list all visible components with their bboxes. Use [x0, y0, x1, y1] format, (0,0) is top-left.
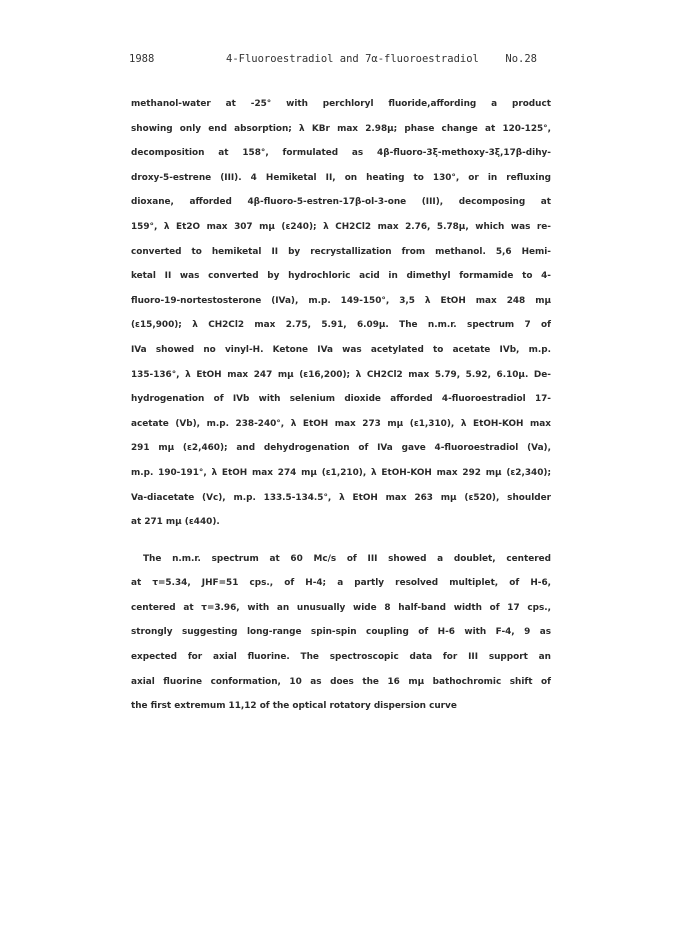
body-text — [131, 92, 551, 719]
issue-number: No.28 — [505, 53, 537, 65]
text-line-14: acetate (Vb), m.p. 238-240°, λ EtOH max 273 mμ (ε1,310), λ EtOH-KOH max — [131, 418, 551, 429]
text-line-20: at τ=5.34, JHF=51 cps., of H-4; a partly resolved multiplet, of H-6, — [131, 578, 551, 589]
text-line-17: Va-diacetate (Vc), m.p. 133.5-134.5°, λ EtOH max 263 mμ (ε520), shoulder — [131, 492, 551, 503]
paragraph-gap — [131, 535, 551, 547]
text-line-4: droxy-5-estrene (III). 4 Hemiketal II, on heating to 130°, or in refluxing — [131, 172, 551, 183]
text-line-8: ketal II was converted by hydrochloric acid in dimethyl formamide to 4- — [131, 271, 551, 282]
text-line-12: 135-136°, λ EtOH max 247 mμ (ε16,200); λ CH2Cl2 max 5.79, 5.92, 6.10μ. De- — [131, 369, 551, 380]
text-line-18: at 271 mμ (ε440). — [131, 517, 220, 528]
text-line-1: methanol-water at -25° with perchloryl fluoride,affording a product — [131, 99, 551, 109]
text-line-7: converted to hemiketal II by recrystallization from methanol. 5,6 Hemi- — [131, 246, 551, 257]
text-line-16: m.p. 190-191°, λ EtOH max 274 mμ (ε1,210), λ EtOH-KOH max 292 mμ (ε2,340); — [131, 467, 551, 478]
running-title: 4-Fluoroestradiol and 7α-fluoroestradiol — [226, 53, 479, 65]
text-line-9: fluoro-19-nortestosterone (IVa), m.p. 149-150°, 3,5 λ EtOH max 248 mμ — [131, 295, 551, 306]
text-line-6: 159°, λ Et2O max 307 mμ (ε240); λ CH2Cl2 max 2.76, 5.78μ, which was re- — [131, 221, 551, 232]
running-header — [129, 53, 537, 67]
page-number: 1988 — [129, 53, 155, 65]
text-line-19: The n.m.r. spectrum at 60 Mc/s of III showed a doublet, centered — [143, 553, 551, 564]
text-line-21: centered at τ=3.96, with an unusually wide 8 half-band width of 17 cps., — [131, 602, 551, 613]
text-line-11: IVa showed no vinyl-H. Ketone IVa was acetylated to acetate IVb, m.p. — [131, 344, 551, 355]
text-line-15: 291 mμ (ε2,460); and dehydrogenation of IVa gave 4-fluoroestradiol (Va), — [131, 443, 551, 454]
text-line-5: dioxane, afforded 4β-fluoro-5-estren-17β-ol-3-one (III), decomposing at — [131, 197, 551, 208]
text-line-23: expected for axial fluorine. The spectroscopic data for III support an — [131, 652, 551, 663]
text-line-25: the first extremum 11,12 of the optical rotatory dispersion curve — [131, 701, 457, 712]
text-line-24: axial fluorine conformation, 10 as does the 16 mμ bathochromic shift of — [131, 676, 551, 687]
text-line-2: showing only end absorption; λ KBr max 2.98μ; phase change at 120-125°, — [131, 123, 551, 134]
text-line-22: strongly suggesting long-range spin-spin coupling of H-6 with F-4, 9 as — [131, 627, 551, 638]
text-line-3: decomposition at 158°, formulated as 4β-fluoro-3ξ-methoxy-3ξ,17β-dihy- — [131, 148, 551, 159]
text-line-10: (ε15,900); λ CH2Cl2 max 2.75, 5.91, 6.09μ. The n.m.r. spectrum 7 of — [131, 320, 551, 331]
text-line-13: hydrogenation of IVb with selenium dioxide afforded 4-fluoroestradiol 17- — [131, 394, 551, 405]
